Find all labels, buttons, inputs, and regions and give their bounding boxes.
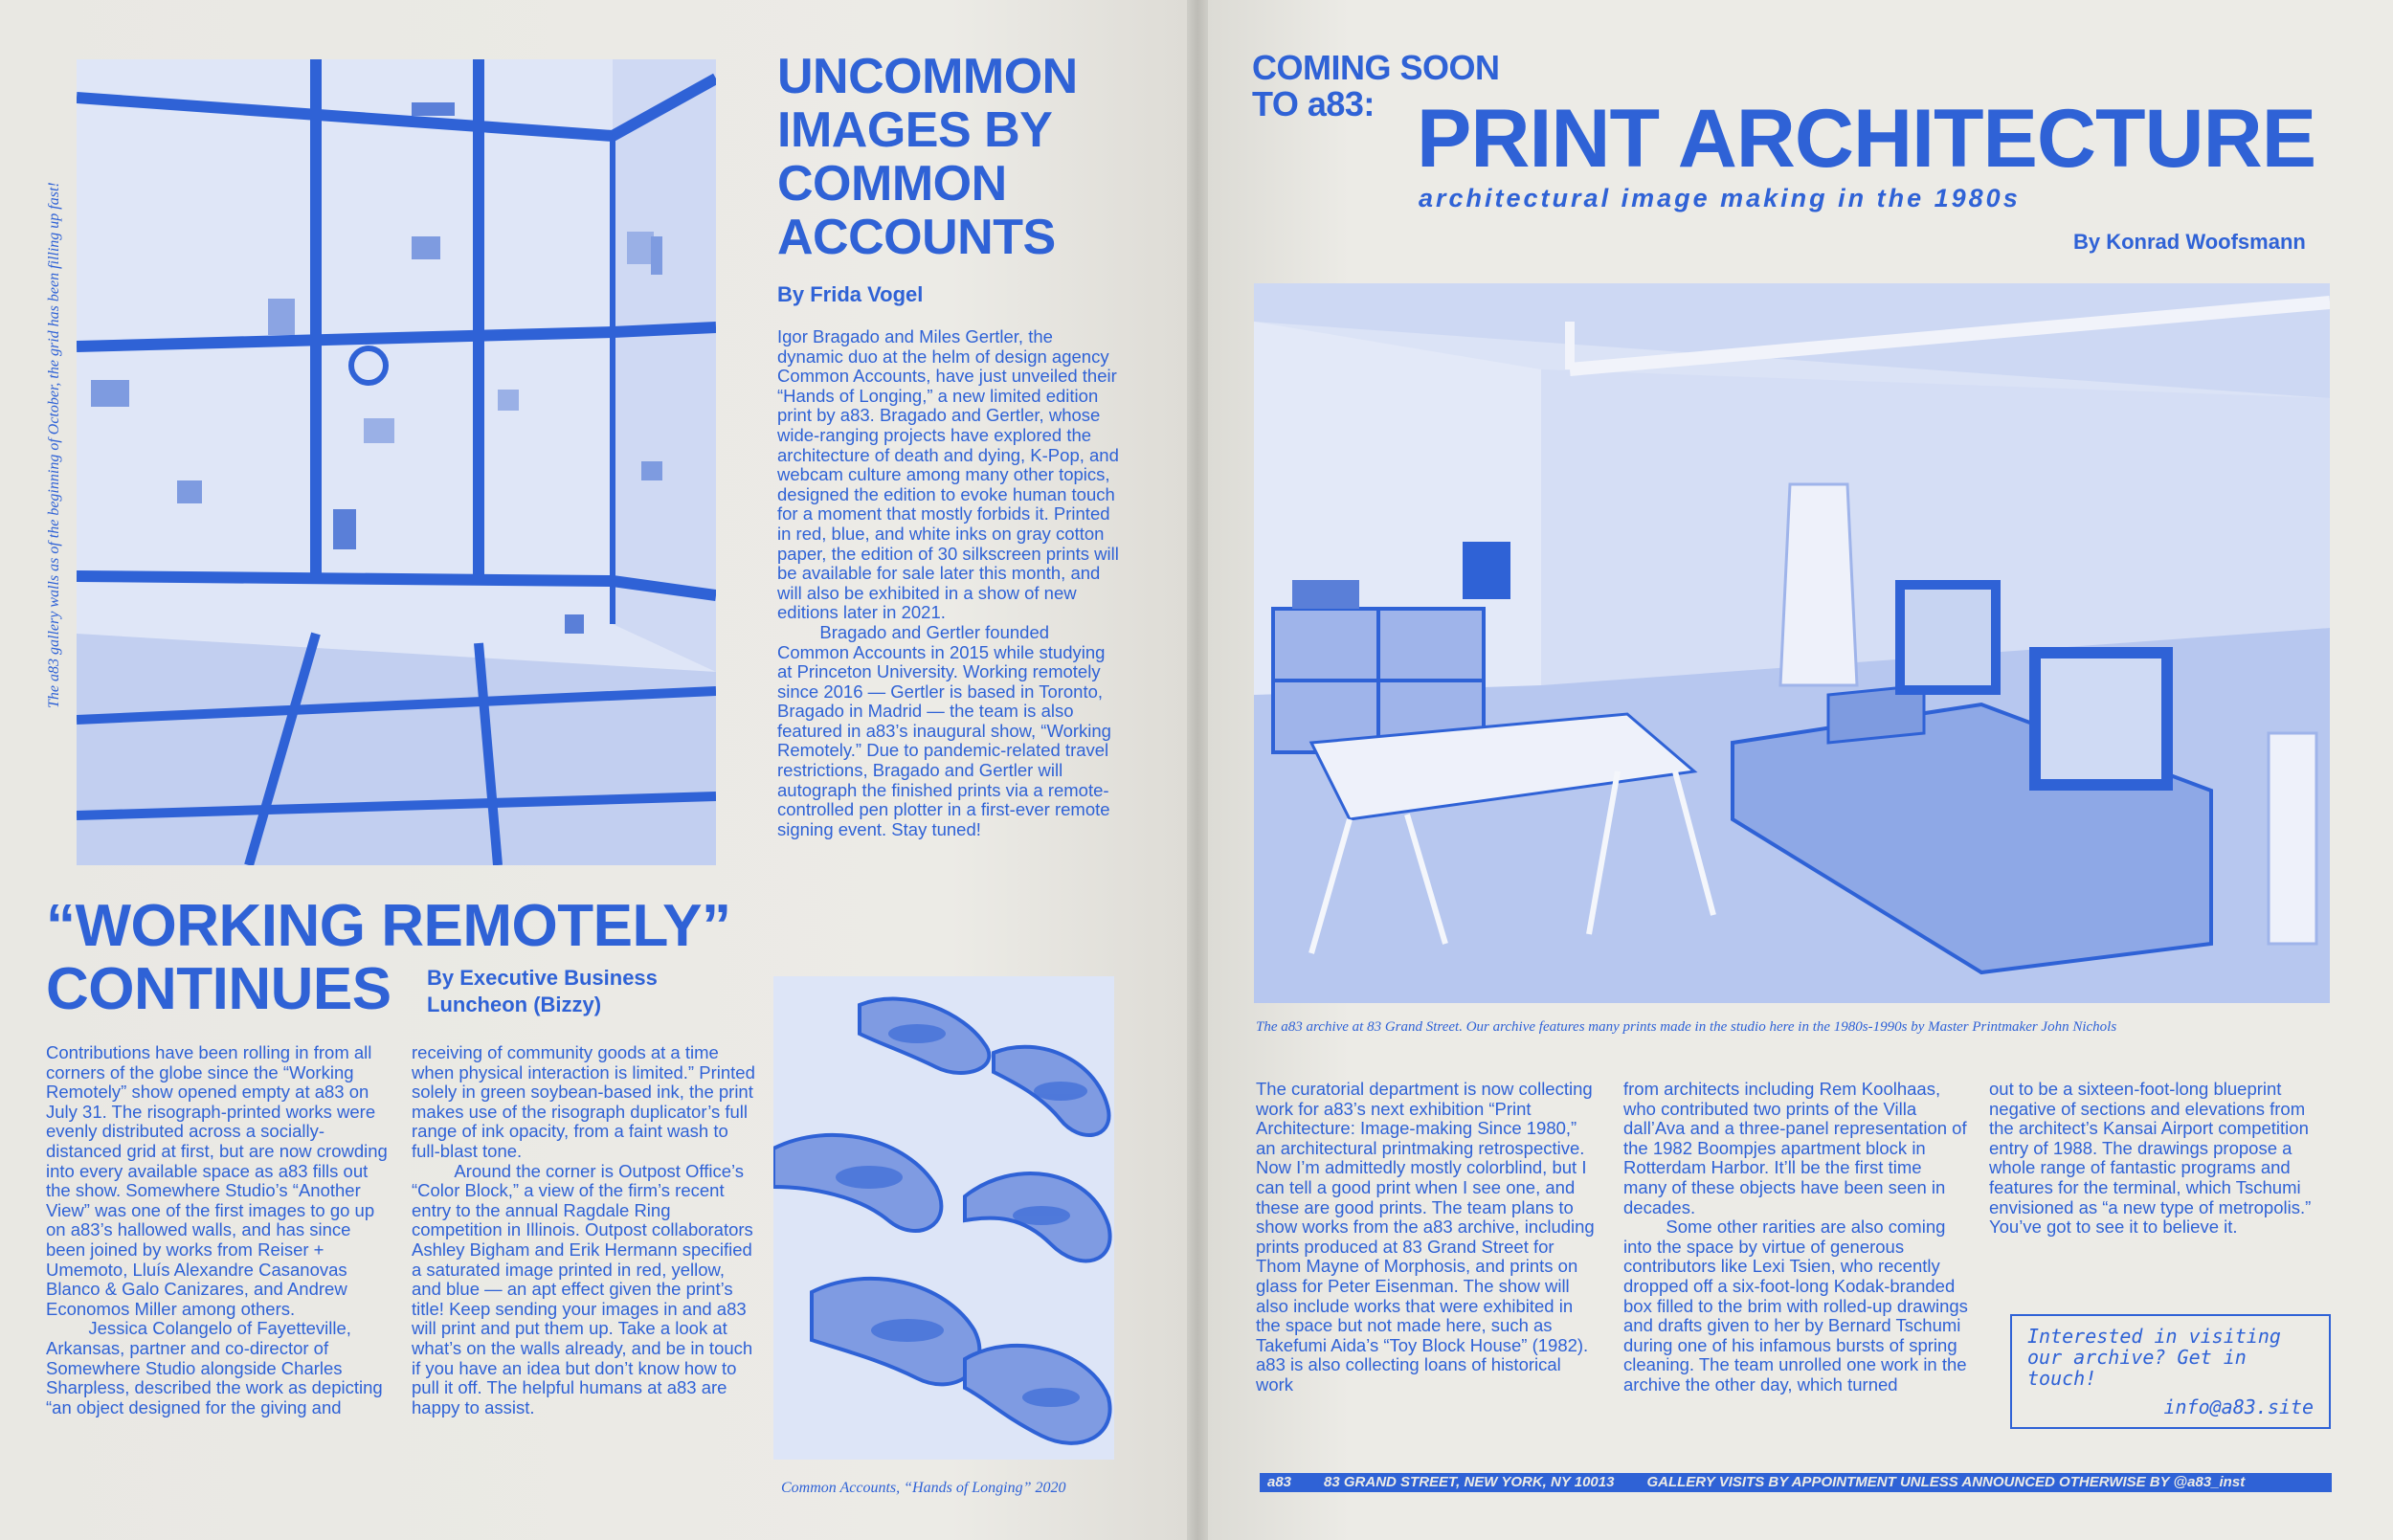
archive-caption: The a83 archive at 83 Grand Street. Our archive features many prints made in the studio here in the 1980s-1990s by Master Printmaker John Nichols [1256, 1019, 2117, 1035]
uncommon-byline: By Frida Vogel [777, 282, 924, 306]
working-title-line2: CONTINUES [46, 956, 391, 1022]
uncommon-paragraph: Bragado and Gertler founded Common Accounts in 2015 while studying at Princeton University. Working remotely since 2016 — Gertler is based in Toronto, Bragado in Madrid — the team is also featured in a83’s inaugural show, “Working Remotely.” Due to pandemic-related travel restrictions, Bragado and Gertler will autograph the finished prints via a remote-controlled pen plotter in a first-ever remote signing event. Stay tuned! [777, 621, 1111, 839]
spine-gutter [1187, 0, 1208, 1540]
working-col1 [46, 1043, 391, 1417]
kicker-line: COMING SOON [1252, 48, 1500, 87]
working-paragraph: Around the corner is Outpost Office’s “Color Block,” a view of the firm’s recent entry to the annual Ragdale Ring competition in Illinois. Outpost collaborators Ashley Bigham and Erik Hermann specified a saturated image printed in red, yellow, and blue — an apt effect given the print’s title! Keep sending your images in and a83 will print and put them up. Take a look at what’s on the walls already, and be in touch if you have an idea but don’t know how to pull it off. The helpful humans at a83 are happy to assist. [412, 1160, 753, 1417]
uncommon-title-line: COMMON [777, 156, 1007, 212]
print-architecture-title: PRINT ARCHITECTURE [1417, 93, 2316, 185]
uncommon-headline [777, 50, 1078, 264]
visit-email-link[interactable]: info@a83.site [2163, 1395, 2314, 1418]
working-paragraph: Jessica Colangelo of Fayetteville, Arkansas, partner and co-director of Somewhere Studio alongside Charles Sharpless, described the work as depicting “an object designed for the giving and [46, 1318, 383, 1417]
print-paragraph: The curatorial department is now collecting work for a83’s next exhibition “Print Architecture: Image-making Since 1980,” an architectural printmaking retrospective. Now I’m admittedly mostly colorblind, but I can tell a good print when I see one, and these are good prints. The team plans to show works from the a83 archive, including prints produced at 83 Grand Street for Thom Mayne of Morphosis, and prints on glass for Peter Eisenman. The show will also include works that were exhibited in the space but not made here, such as Takefumi Aida’s “Toy Block House” (1982). a83 is also collecting loans of historical work [1256, 1079, 1595, 1395]
uncommon-paragraph: Igor Bragado and Miles Gertler, the dynamic duo at the helm of design agency Common Accounts, have just unveiled their “Hands of Longing,” a new limited edition print by a83. Bragado and Gertler, whose wide-ranging projects have explored the architecture of death and dying, K-Pop, and webcam culture among many other topics, designed the edition to evoke human touch for a moment that mostly forbids it. Printed in red, blue, and white inks on gray cotton paper, the edition of 30 silkscreen prints will be available for sale later this month, and will also be exhibited in a show of new editions later in 2021. [777, 326, 1119, 623]
hands-illustration [773, 976, 1114, 1460]
gallery-photo [77, 59, 716, 865]
working-byline-line: Luncheon (Bizzy) [427, 993, 602, 1016]
footer-address: 83 GRAND STREET, NEW YORK, NY 10013 [1324, 1474, 1615, 1490]
left-page [0, 0, 1187, 1540]
print-paragraph: from architects including Rem Koolhaas, who contributed two prints of the Villa dall’Ava and a three-panel representation of the 1982 Boompjes apartment block in Rotterdam Harbor. It’ll be the first time many of these objects have been seen in decades. [1623, 1079, 1967, 1217]
working-title-line1: “WORKING REMOTELY” [46, 893, 731, 959]
footer-bar [1260, 1473, 2332, 1492]
visit-box-text: Interested in visiting our archive? Get in touch! [2027, 1325, 2281, 1390]
uncommon-title-line: ACCOUNTS [777, 210, 1056, 265]
visit-archive-box [2010, 1314, 2331, 1429]
print-paragraph: Some other rarities are also coming into the space by virtue of generous contributors like Lexi Tsien, who recently dropped off a six-foot-long Kodak-branded box filled to the brim with rolled-up drawings and drafts given to her by Bernard Tschumi during one of his infamous bursts of spring cleaning. The team unrolled one work in the archive the other day, which turned [1623, 1216, 1968, 1395]
working-byline-line: By Executive Business [427, 966, 658, 990]
print-architecture-subtitle: architectural image making in the 1980s [1419, 184, 2021, 212]
print-paragraph: out to be a sixteen-foot-long blueprint negative of sections and elevations from the architect’s Kansai Airport competition entry of 1988. The drawings propose a whole range of fantastic programs and features for the terminal, which Tschumi envisioned as “a new type of metropolis.” You’ve got to see it to believe it. [1989, 1079, 2312, 1238]
gallery-grid-illustration [77, 59, 716, 865]
uncommon-title-line: IMAGES BY [777, 102, 1053, 158]
working-paragraph: Contributions have been rolling in from all corners of the globe since the “Working Remotely” show opened empty at a83 on July 31. The risograph-printed works were evenly distributed across a socially-distanced grid at first, but are now crowding into every available space as a83 fills out the show. Somewhere Studio’s “Another View” was one of the first images to go up on a83’s hallowed walls, and has since been joined by works from Reiser + Umemoto, Lluís Alexandre Casanovas Blanco & Galo Canizares, and Andrew Economos Miller among others. [46, 1042, 388, 1319]
archive-room-illustration [1254, 283, 2330, 1003]
print-col3 [1989, 1080, 2334, 1238]
print-col2 [1623, 1080, 1968, 1395]
print-col1 [1256, 1080, 1600, 1395]
working-byline [427, 965, 658, 1018]
print-architecture-byline: By Konrad Woofsmann [2073, 230, 2306, 254]
footer-brand: a83 [1267, 1474, 1292, 1490]
working-paragraph: receiving of community goods at a time when physical interaction is limited.” Printed solely in green soybean-based ink, the print makes use of the risograph duplicator’s full range of ink opacity, from a faint wash to full-blast tone. [412, 1042, 755, 1161]
uncommon-body [777, 327, 1122, 839]
working-col2 [412, 1043, 756, 1417]
right-page [1208, 0, 2393, 1540]
kicker-line: TO a83: [1252, 84, 1375, 123]
uncommon-title-line: UNCOMMON [777, 49, 1078, 104]
gallery-side-caption: The a83 gallery walls as of the beginning of October, the grid has been filling up fast! [46, 182, 62, 708]
hands-of-longing-print [773, 976, 1114, 1460]
archive-photo [1254, 283, 2330, 1003]
hands-caption: Common Accounts, “Hands of Longing” 2020 [781, 1480, 1066, 1496]
footer-note: GALLERY VISITS BY APPOINTMENT UNLESS ANNOUNCED OTHERWISE BY @a83_inst [1646, 1474, 2246, 1490]
